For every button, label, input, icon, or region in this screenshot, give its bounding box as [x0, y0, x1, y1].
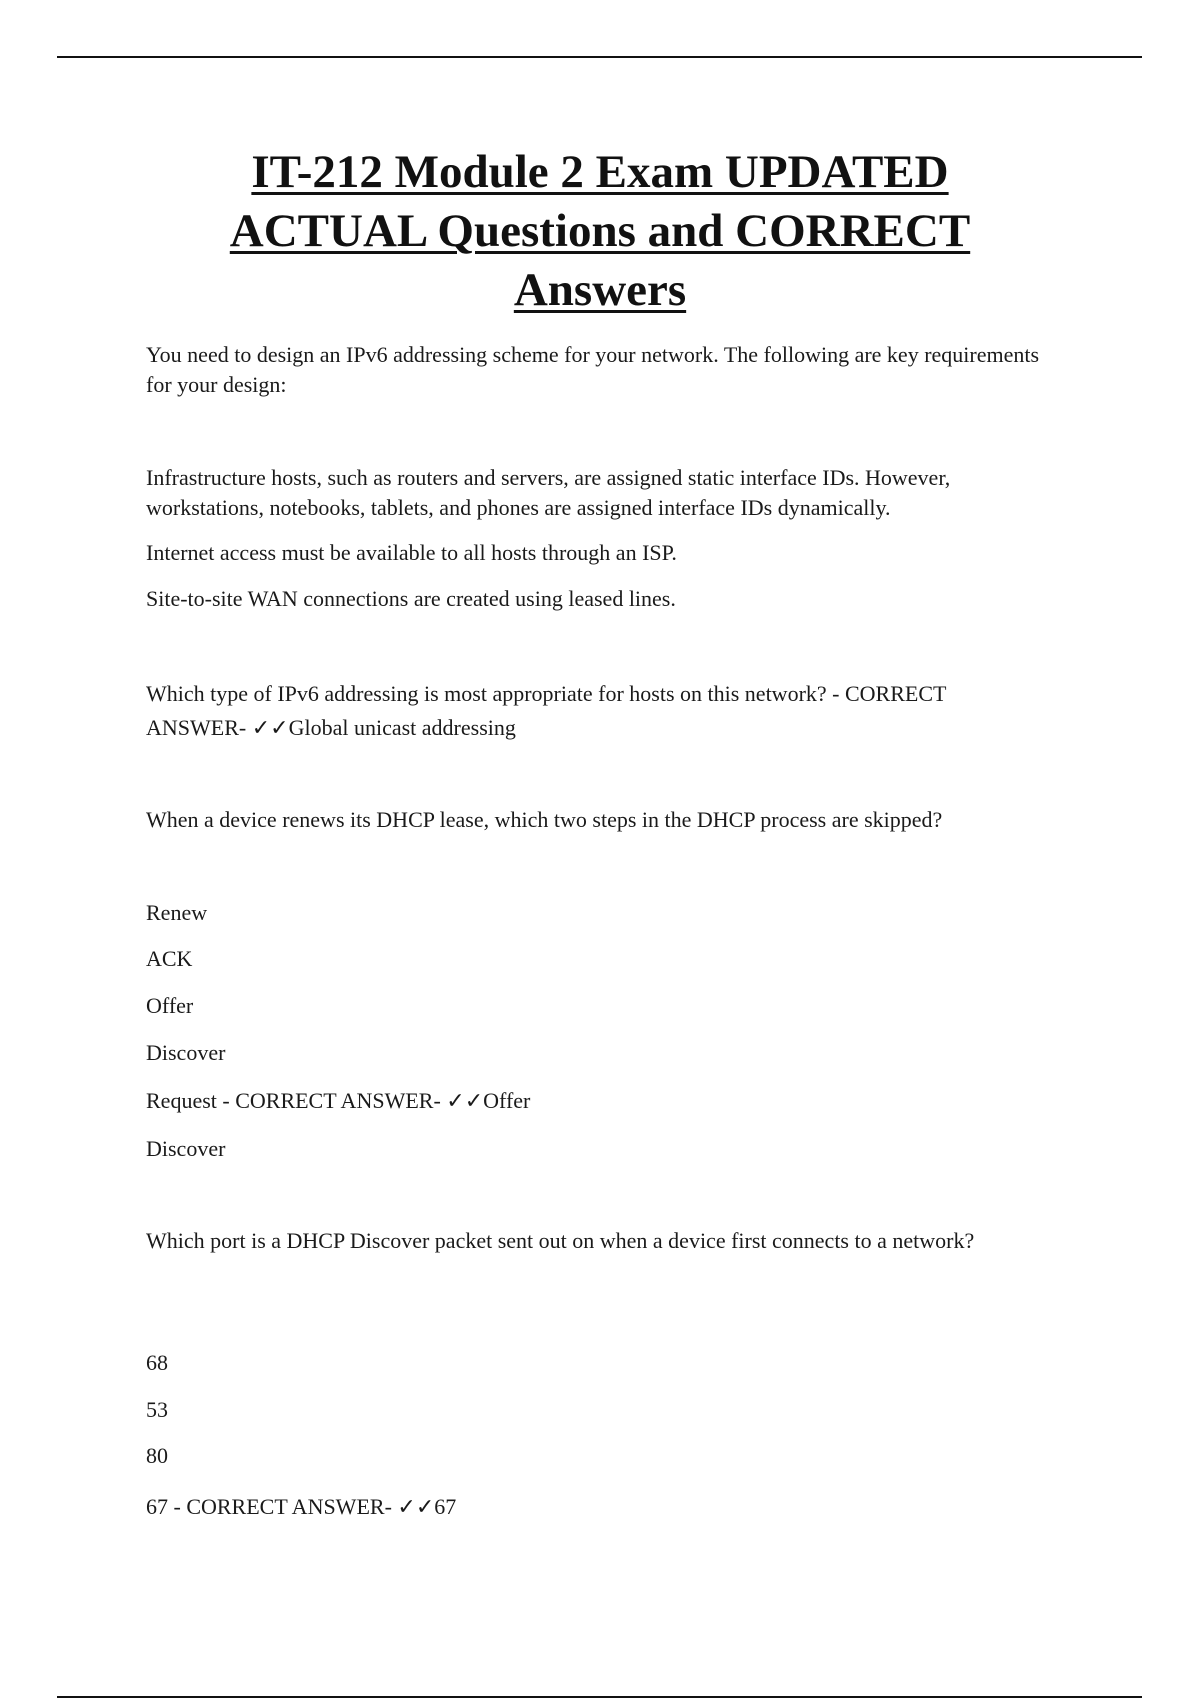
paragraph-requirement-hosts: Infrastructure hosts, such as routers and servers, are assigned static interface IDs. However, workstations, notebooks, tablets, and phones are assigned interface IDs dynamically.: [146, 465, 951, 520]
top-rule: [57, 56, 1142, 58]
answer-discover: Discover: [146, 1136, 226, 1161]
option-renew: Renew: [146, 900, 208, 925]
option-port-68: 68: [146, 1350, 168, 1375]
option-discover: Discover: [146, 1040, 226, 1065]
title-line-2: ACTUAL Questions and CORRECT: [229, 205, 971, 257]
option-offer: Offer: [146, 993, 194, 1018]
option-ack: ACK: [146, 946, 193, 971]
question-dhcp-renew: When a device renews its DHCP lease, which two steps in the DHCP process are skipped?: [146, 807, 943, 832]
option-port-67-with-answer: 67 - CORRECT ANSWER- ✓✓67: [146, 1494, 457, 1519]
paragraph-requirement-internet: Internet access must be available to all hosts through an ISP.: [146, 540, 677, 565]
title-line-3: Answers: [513, 264, 687, 316]
paragraph-intro: You need to design an IPv6 addressing scheme for your network. The following are key requirements for your design:: [146, 342, 1040, 397]
option-request-with-answer: Request - CORRECT ANSWER- ✓✓Offer: [146, 1088, 531, 1113]
title-line-1: IT-212 Module 2 Exam UPDATED: [251, 146, 949, 198]
question-ipv6-with-answer: Which type of IPv6 addressing is most appropriate for hosts on this network? - CORRECT ANSWER- ✓✓Global unicast addressing: [146, 681, 947, 740]
paragraph-requirement-wan: Site-to-site WAN connections are created using leased lines.: [146, 586, 676, 611]
bottom-rule: [57, 1696, 1142, 1698]
option-port-53: 53: [146, 1397, 168, 1422]
option-port-80: 80: [146, 1443, 168, 1468]
question-dhcp-port: Which port is a DHCP Discover packet sent out on when a device first connects to a network?: [146, 1228, 975, 1253]
document-title: [0, 143, 1200, 320]
